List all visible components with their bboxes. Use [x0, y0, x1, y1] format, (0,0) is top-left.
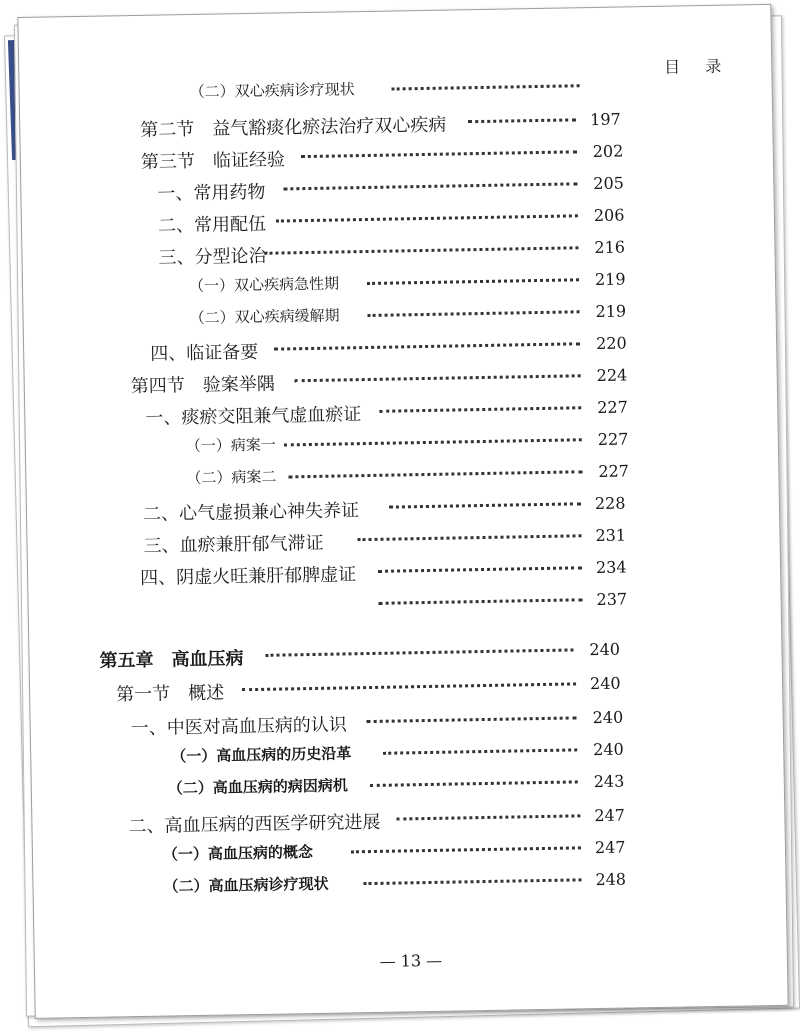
toc-entry-page: 231: [595, 525, 627, 546]
toc-entry: [23, 265, 775, 296]
toc-entry: [20, 71, 772, 102]
toc-entry-title: （一）病案一: [185, 435, 277, 456]
toc-leader-dots: [301, 150, 577, 158]
toc-entry-page: 205: [593, 173, 625, 194]
toc-entry-title: 第五章 高血压病: [99, 648, 244, 672]
toc-entry-page: 227: [598, 461, 630, 481]
toc-entry: [21, 169, 773, 205]
toc-entry-title: 第三节 临证经验: [140, 149, 286, 173]
toc-entry-title: （一）高血压病的概念: [162, 843, 314, 864]
toc-leader-dots: [389, 502, 581, 508]
toc-leader-dots: [288, 470, 582, 478]
toc-entry: [22, 201, 774, 237]
toc-leader-dots: [368, 310, 580, 317]
toc-entry-title: 二、心气虚损兼心神失养证: [142, 500, 360, 525]
toc-entry-title: 四、阴虚火旺兼肝郁脾虚证: [139, 564, 357, 589]
toc-entry-title: （二）病案二: [186, 467, 277, 488]
toc-leader-dots: [383, 748, 577, 754]
toc-leader-dots: [276, 214, 578, 222]
toc-leader-dots: [351, 846, 581, 853]
toc-entry: [27, 489, 779, 525]
toc-leader-dots: [379, 598, 583, 605]
toc-entry-title: （一）高血压病的历史沿革: [171, 744, 352, 766]
toc-entry-title: 第二节 益气豁痰化瘀法治疗双心疾病: [140, 114, 447, 141]
toc-entry-title: （二）双心疾病诊疗现状: [189, 80, 355, 102]
toc-entry-title: （二）高血压病的病因病机: [167, 776, 348, 798]
toc-leader-dots: [357, 534, 581, 541]
toc-entry: [24, 329, 776, 365]
toc-leader-dots: [264, 246, 578, 254]
toc-entry-page: 240: [589, 673, 621, 694]
toc-entry: [21, 137, 773, 173]
toc-entry-title: 四、临证备要: [150, 341, 259, 365]
toc-leader-dots: [295, 374, 581, 382]
toc-entry: [27, 521, 779, 557]
toc-entry: [25, 361, 777, 398]
toc-entry-title: （二）高血压病诊疗现状: [163, 874, 329, 896]
toc-entry-title: 二、高血压病的西医学研究进展: [128, 811, 381, 838]
toc-page: [17, 4, 788, 1019]
toc-entry-title: 二、常用配伍: [157, 213, 267, 237]
toc-leader-dots: [370, 780, 578, 787]
toc-entry-page: 240: [593, 739, 624, 760]
toc-entry-title: 第四节 验案举隅: [130, 373, 275, 398]
toc-leader-dots: [367, 278, 579, 285]
toc-entry-page: 237: [596, 589, 628, 610]
toc-leader-dots: [242, 682, 576, 691]
toc-entry: [28, 553, 780, 589]
page-header: 目 录: [664, 56, 732, 77]
toc-leader-dots: [392, 84, 580, 90]
toc-entry-page: 248: [595, 869, 627, 890]
toc-entry-title: 三、血瘀兼肝郁气滞证: [143, 532, 324, 557]
toc-entry-title: 三、分型论治: [158, 245, 267, 269]
toc-entry: [29, 635, 781, 672]
toc-entry: [32, 767, 784, 798]
toc-entry: [22, 233, 774, 269]
toc-entry-title: 一、中医对高血压病的认识: [130, 714, 347, 740]
toc-entry-page: 216: [594, 237, 626, 258]
toc-entry-page: 219: [595, 301, 627, 322]
toc-entry-page: 224: [596, 365, 628, 385]
toc-leader-dots: [367, 716, 577, 723]
toc-entry-page: 247: [594, 805, 626, 826]
toc-leader-dots: [284, 438, 582, 446]
toc-leader-dots: [396, 814, 580, 820]
toc-entry-page: 219: [594, 269, 626, 290]
toc-entry-page: 234: [595, 557, 627, 578]
toc-entry-page: 220: [595, 333, 627, 354]
toc-entry-page: 247: [594, 837, 626, 858]
toc-entry: [26, 425, 778, 456]
toc-entry-page: 228: [594, 493, 626, 514]
toc-leader-dots: [363, 878, 581, 885]
toc-entry-title: （二）双心疾病缓解期: [189, 306, 340, 328]
toc-entry-title: （一）双心疾病急性期: [188, 274, 340, 296]
toc-entry-page: 202: [592, 141, 624, 162]
toc-entry-page: 240: [589, 639, 621, 660]
toc-entry-page: 243: [593, 771, 625, 792]
toc-leader-dots: [378, 566, 582, 573]
toc-entry-title: 一、痰瘀交阻兼气虚血瘀证: [145, 404, 362, 429]
toc-entry: [23, 297, 775, 328]
page-number: — 13 —: [379, 950, 443, 971]
toc-entry-page: 227: [597, 397, 628, 417]
toc-entry-page: 240: [592, 707, 624, 728]
toc-leader-dots: [274, 342, 580, 350]
toc-entry-page: 206: [593, 205, 625, 226]
toc-entry: [32, 801, 784, 838]
toc-entry-title: 一、常用药物: [157, 181, 266, 205]
toc-entry-page: 227: [597, 429, 629, 449]
toc-entry-title: 第一节 概述: [115, 682, 225, 706]
toc-entry: [26, 457, 778, 488]
toc-entry: [20, 105, 772, 141]
toc-entry-page: 197: [590, 109, 621, 130]
toc-leader-dots: [468, 118, 576, 123]
toc-leader-dots: [283, 182, 577, 190]
toc-leader-dots: [265, 648, 573, 656]
toc-entry: [33, 865, 785, 896]
toc-leader-dots: [379, 406, 581, 413]
